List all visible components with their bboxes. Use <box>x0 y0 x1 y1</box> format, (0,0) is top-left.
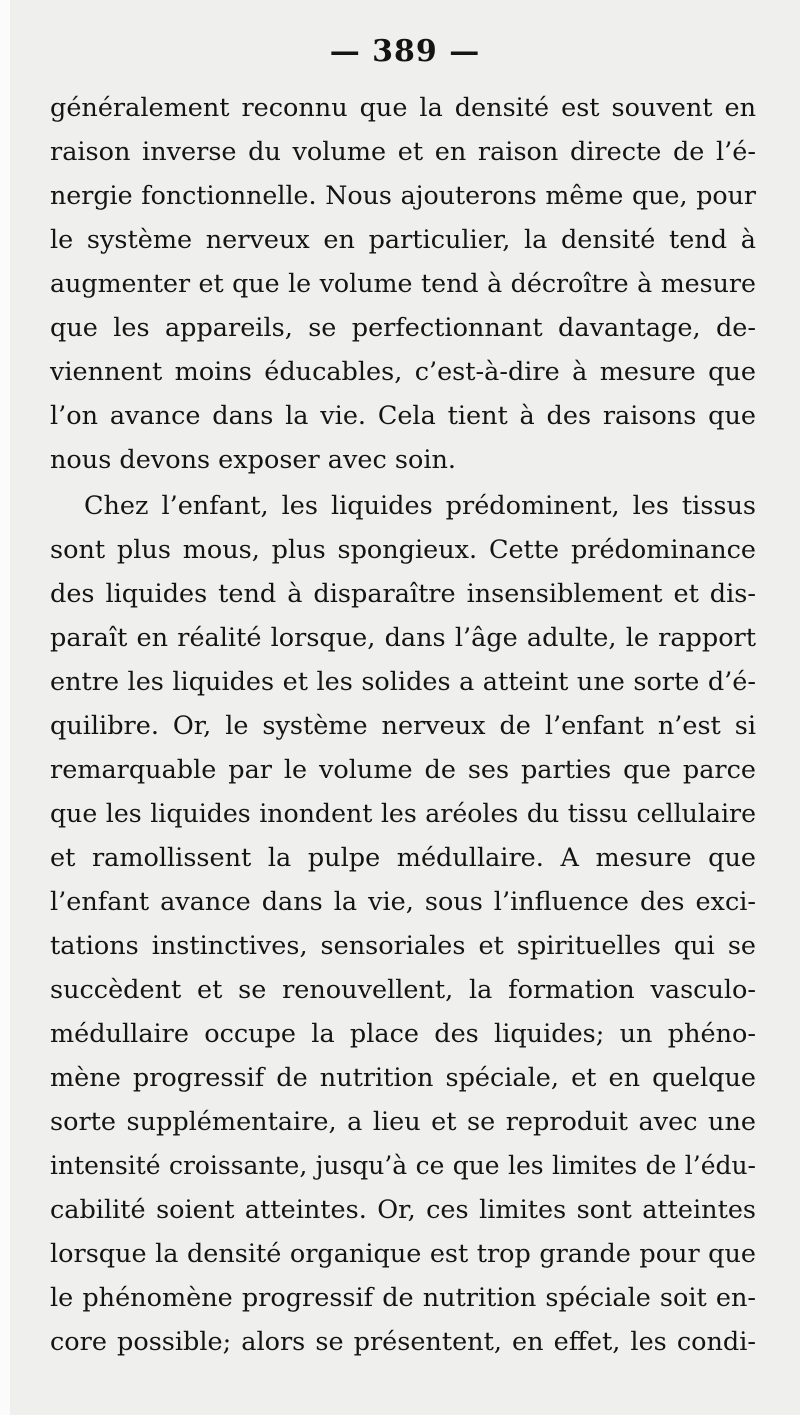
text-line: remarquable par le volume de ses parties que parce <box>50 755 756 785</box>
text-line: succèdent et se renouvellent, la formation vasculo- <box>50 975 756 1005</box>
text-line: médullaire occupe la place des liquides; un phéno- <box>50 1019 756 1049</box>
text-line: raison inverse du volume et en raison directe de l’é- <box>50 137 756 167</box>
text-line: l’enfant avance dans la vie, sous l’influence des exci- <box>50 887 756 917</box>
text-line: le système nerveux en particulier, la densité tend à <box>50 225 756 255</box>
text-line: des liquides tend à disparaître insensiblement et dis- <box>50 579 756 609</box>
text-line: nous devons exposer avec soin. <box>50 445 457 475</box>
text-line: core possible; alors se présentent, en effet, les condi- <box>50 1327 756 1357</box>
text-line: le phénomène progressif de nutrition spéciale soit en- <box>50 1283 756 1313</box>
text-line: sont plus mous, plus spongieux. Cette prédominance <box>50 535 756 565</box>
text-line: Chez l’enfant, les liquides prédominent, les tissus <box>84 491 756 521</box>
text-line: augmenter et que le volume tend à décroître à mesure <box>50 269 756 298</box>
text-line: l’on avance dans la vie. Cela tient à des raisons que <box>50 401 756 431</box>
text-line: que les appareils, se perfectionnant davantage, de- <box>50 313 756 343</box>
text-line: sorte supplémentaire, a lieu et se reproduit avec une <box>50 1107 756 1137</box>
text-line: viennent moins éducables, c’est-à-dire à mesure que <box>50 357 756 387</box>
text-line: et ramollissent la pulpe médullaire. A mesure que <box>50 843 756 873</box>
text-line: paraît en réalité lorsque, dans l’âge adulte, le rapport <box>50 623 756 653</box>
text-line: entre les liquides et les solides a atteint une sorte d’é- <box>50 667 756 697</box>
paragraph-2 <box>50 484 756 1364</box>
text-line: intensité croissante, jusqu’à ce que les limites de l’édu- <box>50 1151 756 1180</box>
paragraph-1 <box>50 86 756 482</box>
page-number: — 389 — <box>329 34 481 69</box>
text-line: mène progressif de nutrition spéciale, et en quelque <box>50 1063 756 1093</box>
text-line: cabilité soient atteintes. Or, ces limites sont atteintes <box>50 1195 756 1225</box>
text-line: lorsque la densité organique est trop grande pour que <box>50 1239 756 1269</box>
text-line: généralement reconnu que la densité est souvent en <box>50 93 756 123</box>
text-line: nergie fonctionnelle. Nous ajouterons même que, pour <box>50 181 756 210</box>
text-line: quilibre. Or, le système nerveux de l’enfant n’est si <box>50 711 756 741</box>
text-body <box>50 86 756 1364</box>
text-line: tations instinctives, sensoriales et spirituelles qui se <box>50 931 756 961</box>
text-line: que les liquides inondent les aréoles du tissu cellulaire <box>50 799 756 828</box>
